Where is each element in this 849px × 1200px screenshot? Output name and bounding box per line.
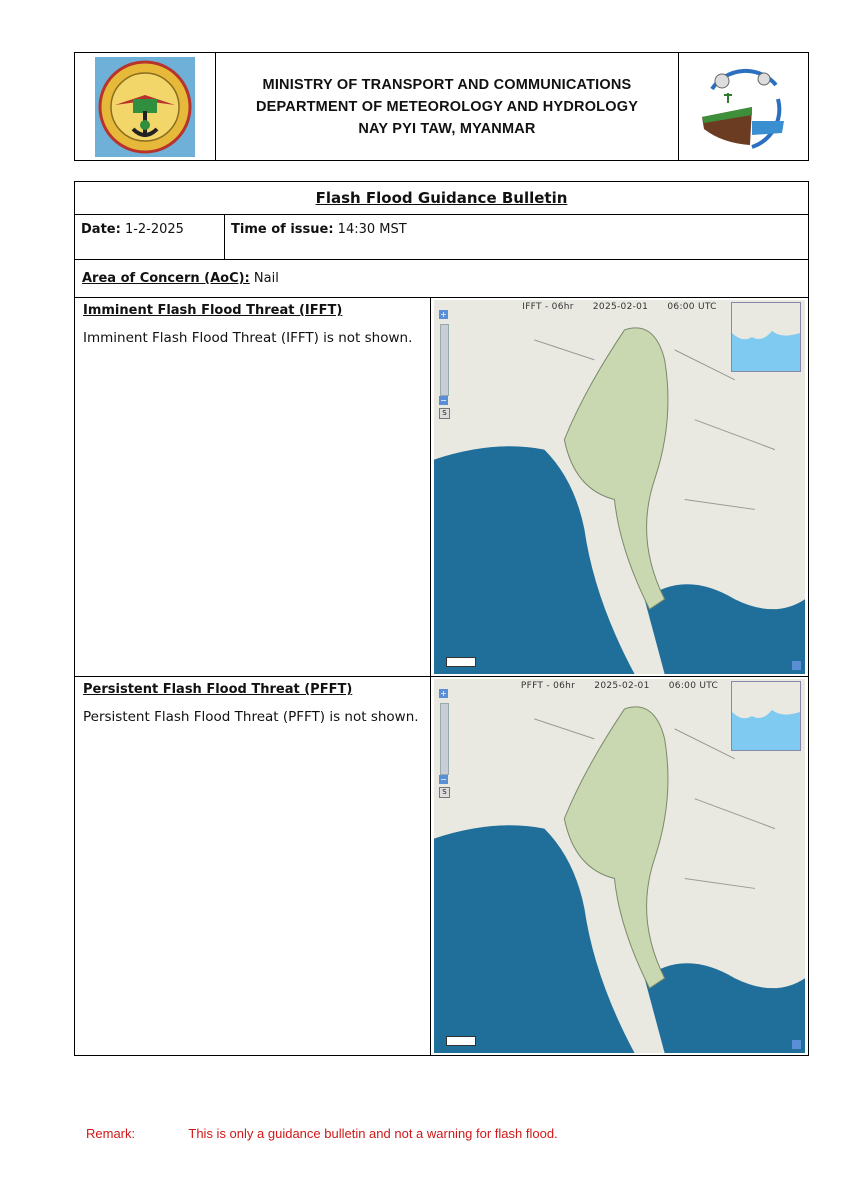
download-icon[interactable] <box>792 661 801 670</box>
time-value: 14:30 MST <box>337 222 407 237</box>
ifft-map <box>434 300 805 674</box>
ifft-row <box>75 298 808 677</box>
department-name: DEPARTMENT OF METEOROLOGY AND HYDROLOGY <box>255 98 639 115</box>
remark-label: Remark: <box>86 1126 136 1141</box>
pfft-row <box>75 677 808 1055</box>
pfft-map <box>434 679 805 1053</box>
bulletin-table <box>74 181 809 1056</box>
zoom-slider[interactable] <box>440 324 449 396</box>
pfft-map-date: 2025-02-01 <box>594 681 650 691</box>
pfft-text-cell <box>75 677 431 1055</box>
letterhead-titles <box>216 53 678 160</box>
time-label: Time of issue: <box>231 222 334 237</box>
date-value: 1-2-2025 <box>124 222 184 237</box>
overview-inset-map <box>731 302 801 372</box>
map-scale-bar <box>446 657 476 667</box>
ifft-text-cell <box>75 298 431 676</box>
pfft-text: Persistent Flash Flood Threat (PFFT) is not shown. <box>83 709 419 725</box>
pfft-heading: Persistent Flash Flood Threat (PFFT) <box>83 682 353 697</box>
ifft-map-time: 06:00 UTC <box>667 302 717 312</box>
remark <box>86 1126 558 1141</box>
pfft-map-time: 06:00 UTC <box>668 681 719 691</box>
ifft-text: Imminent Flash Flood Threat (IFFT) is not shown. <box>83 330 413 346</box>
bulletin-title: Flash Flood Guidance Bulletin <box>315 189 568 207</box>
aoc-value: Nail <box>253 271 279 286</box>
layer-switch-icon[interactable]: S <box>439 408 450 419</box>
pfft-map-cell <box>431 677 808 1055</box>
overview-inset-map <box>731 681 801 751</box>
date-cell <box>75 215 225 259</box>
zoom-out-icon[interactable]: − <box>440 775 447 784</box>
date-time-row <box>75 215 808 260</box>
ifft-map-cell <box>431 298 808 676</box>
zoom-out-icon[interactable]: − <box>440 396 447 405</box>
zoom-slider[interactable] <box>440 703 449 775</box>
bulletin-title-row <box>75 182 808 215</box>
date-label: Date: <box>81 222 121 237</box>
remark-text: This is only a guidance bulletin and not a warning for flash flood. <box>188 1126 558 1141</box>
ifft-map-product: IFFT - 06hr <box>522 302 574 312</box>
aoc-label: Area of Concern (AoC): <box>82 271 250 286</box>
ministry-name: MINISTRY OF TRANSPORT AND COMMUNICATIONS <box>262 76 632 93</box>
letterhead <box>74 52 809 161</box>
location: NAY PYI TAW, MYANMAR <box>358 120 536 137</box>
hydrology-cycle-icon <box>678 53 808 160</box>
layer-switch-icon[interactable]: S <box>439 787 450 798</box>
time-cell <box>225 215 808 259</box>
aoc-row <box>75 260 808 298</box>
ifft-heading: Imminent Flash Flood Threat (IFFT) <box>83 303 343 318</box>
ministry-emblem-icon <box>75 53 216 160</box>
download-icon[interactable] <box>792 1040 801 1049</box>
zoom-in-icon[interactable]: + <box>440 310 447 319</box>
map-scale-bar <box>446 1036 476 1046</box>
zoom-in-icon[interactable]: + <box>440 689 447 698</box>
ifft-map-date: 2025-02-01 <box>592 302 649 312</box>
pfft-map-product: PFFT - 06hr <box>520 681 576 691</box>
